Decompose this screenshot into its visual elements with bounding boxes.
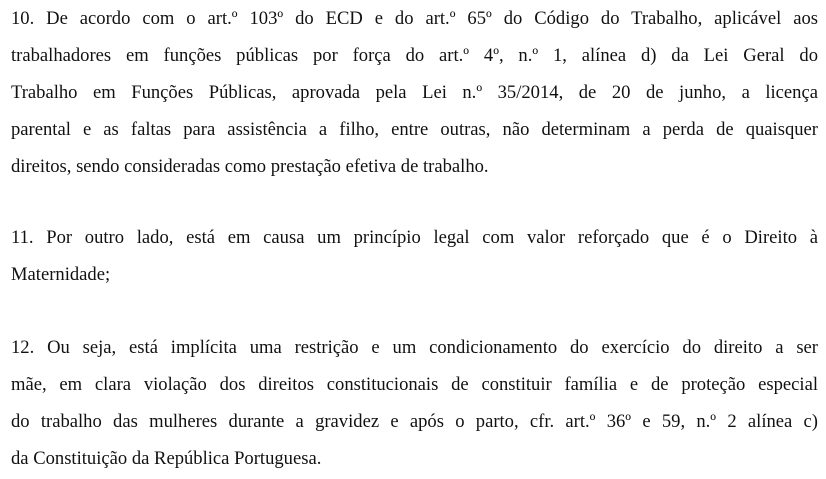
paragraph-line: direitos, sendo consideradas como prestação efetiva de trabalho. [11, 156, 489, 177]
paragraph-12 [11, 329, 818, 477]
paragraph-line: parental e as faltas para assistência a filho, entre outras, não determinam a perda de quaisquer [11, 119, 818, 140]
paragraph-10 [11, 0, 818, 185]
paragraph-line: Trabalho em Funções Públicas, aprovada pela Lei n.º 35/2014, de 20 de junho, a licença [11, 82, 818, 103]
paragraph-line: mãe, em clara violação dos direitos constitucionais de constituir família e de proteção especial [11, 374, 818, 395]
paragraph-line: trabalhadores em funções públicas por força do art.º 4º, n.º 1, alínea d) da Lei Geral do [11, 45, 818, 66]
paragraph-line: da Constituição da República Portuguesa. [11, 448, 322, 469]
paragraph-line: 12. Ou seja, está implícita uma restrição e um condicionamento do exercício do direito a ser [11, 337, 818, 358]
paragraph-line: Maternidade; [11, 264, 111, 285]
paragraph-line: do trabalho das mulheres durante a gravidez e após o parto, cfr. art.º 36º e 59, n.º 2 alínea c) [11, 411, 818, 432]
paragraph-line: 10. De acordo com o art.º 103º do ECD e do art.º 65º do Código do Trabalho, aplicável aos [11, 8, 818, 29]
paragraph-line: 11. Por outro lado, está em causa um princípio legal com valor reforçado que é o Direito à [11, 227, 818, 248]
paragraph-11 [11, 219, 818, 293]
